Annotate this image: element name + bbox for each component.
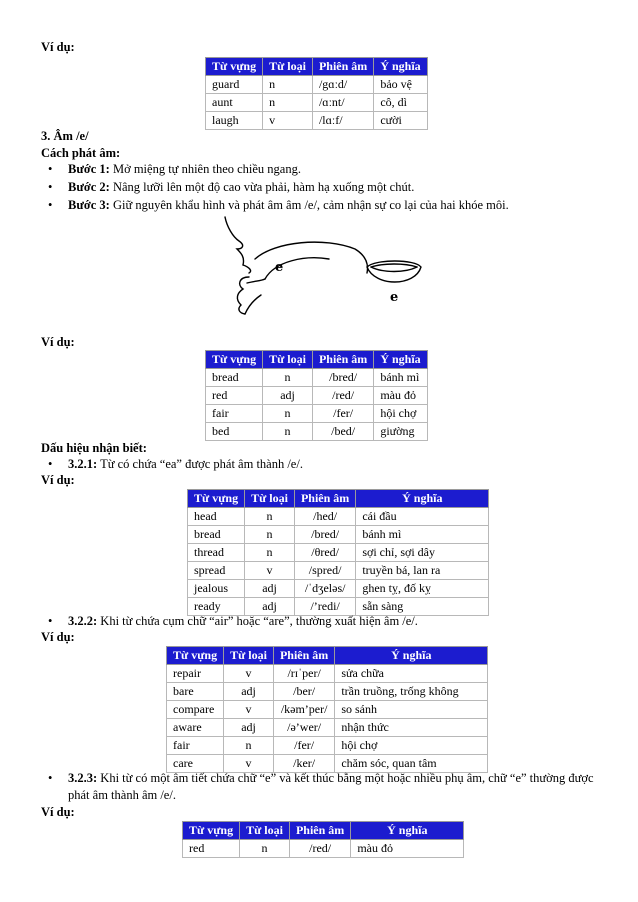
vocab-table-1 <box>205 57 428 130</box>
bullet-icon: • <box>48 771 53 785</box>
table-cell: v <box>263 112 313 130</box>
table-cell: jealous <box>188 580 245 598</box>
table-cell: /ˈdʒeləs/ <box>294 580 355 598</box>
column-header: Từ loại <box>240 822 290 840</box>
table-header-row <box>206 351 428 369</box>
table-cell: bánh mì <box>356 526 489 544</box>
bullet-icon: • <box>48 180 53 194</box>
column-header: Từ vựng <box>167 647 224 665</box>
column-header: Từ vựng <box>206 58 263 76</box>
table-cell: bread <box>206 369 263 387</box>
column-header: Phiên âm <box>273 647 334 665</box>
table-cell: /spred/ <box>294 562 355 580</box>
vocab-table-5 <box>182 821 464 858</box>
step-2-key: Bước 2: <box>68 180 110 194</box>
howto-heading: Cách phát âm: <box>41 146 121 160</box>
table-cell: so sánh <box>335 701 488 719</box>
column-header: Ý nghĩa <box>374 58 427 76</box>
table-row <box>188 526 489 544</box>
column-header: Phiên âm <box>294 490 355 508</box>
figure-letter-side: e <box>275 260 284 275</box>
rule-2-text: Khi từ chứa cụm chữ “air” hoặc “are”, thường xuất hiện âm /e/. <box>97 614 418 628</box>
table-cell: n <box>263 76 313 94</box>
table-row <box>167 719 488 737</box>
table-cell: màu đỏ <box>351 840 464 858</box>
table-cell: adj <box>224 719 274 737</box>
table-cell: sẵn sàng <box>356 598 489 616</box>
table-row <box>167 701 488 719</box>
table-cell: n <box>263 405 313 423</box>
table-cell: spread <box>188 562 245 580</box>
mouth-illustration <box>215 215 430 315</box>
table-cell: adj <box>263 387 313 405</box>
table-header-row <box>167 647 488 665</box>
table-cell: /red/ <box>289 840 350 858</box>
table-cell: fair <box>167 737 224 755</box>
example-label-2: Ví dụ: <box>41 335 75 349</box>
table-cell: repair <box>167 665 224 683</box>
column-header: Ý nghĩa <box>335 647 488 665</box>
table-cell: v <box>224 755 274 773</box>
table-cell: n <box>263 94 313 112</box>
table-cell: /gɑːd/ <box>312 76 373 94</box>
step-2-text: Nâng lưỡi lên một độ cao vừa phải, hàm hạ xuống một chút. <box>109 180 415 194</box>
signs-heading: Dấu hiệu nhận biết: <box>41 441 147 455</box>
table-cell: /red/ <box>312 387 373 405</box>
table-cell: bảo vệ <box>374 76 427 94</box>
example-label-5: Ví dụ: <box>41 805 75 819</box>
table-cell: n <box>263 423 313 441</box>
table-row <box>167 665 488 683</box>
table-cell: aware <box>167 719 224 737</box>
table-cell: laugh <box>206 112 263 130</box>
table-row <box>167 683 488 701</box>
column-header: Từ loại <box>263 351 313 369</box>
table-cell: /kəm’per/ <box>273 701 334 719</box>
column-header: Từ vựng <box>188 490 245 508</box>
column-header: Từ vựng <box>206 351 263 369</box>
table-row <box>206 112 428 130</box>
table-cell: /bred/ <box>312 369 373 387</box>
table-cell: hội chợ <box>374 405 427 423</box>
table-cell: thread <box>188 544 245 562</box>
table-cell: sợi chỉ, sợi dây <box>356 544 489 562</box>
table-header-row <box>206 58 428 76</box>
table-cell: adj <box>224 683 274 701</box>
bullet-icon: • <box>48 162 53 176</box>
table-cell: /hed/ <box>294 508 355 526</box>
rule-3-text: Khi từ có một âm tiết chứa chữ “e” và kết thúc bằng một hoặc nhiều phụ âm, chữ “e” thường được phát âm thành âm /e/. <box>68 771 594 802</box>
column-header: Ý nghĩa <box>351 822 464 840</box>
table-cell: /rɪˈper/ <box>273 665 334 683</box>
rule-2-key: 3.2.2: <box>68 614 98 628</box>
table-cell: guard <box>206 76 263 94</box>
table-row <box>206 76 428 94</box>
table-cell: /fer/ <box>273 737 334 755</box>
table-cell: màu đỏ <box>374 387 427 405</box>
bullet-icon: • <box>48 198 53 212</box>
table-cell: hội chợ <box>335 737 488 755</box>
table-cell: n <box>245 544 295 562</box>
table-row <box>206 94 428 112</box>
step-3-key: Bước 3: <box>68 198 110 212</box>
table-cell: head <box>188 508 245 526</box>
step-1-key: Bước 1: <box>68 162 110 176</box>
table-row <box>188 544 489 562</box>
section-title: 3. Âm /e/ <box>41 129 89 143</box>
table-cell: bed <box>206 423 263 441</box>
table-cell: red <box>206 387 263 405</box>
table-row <box>206 369 428 387</box>
table-cell: nhận thức <box>335 719 488 737</box>
table-cell: v <box>224 701 274 719</box>
table-cell: bánh mì <box>374 369 427 387</box>
table-cell: /ə’wer/ <box>273 719 334 737</box>
table-cell: adj <box>245 580 295 598</box>
table-cell: care <box>167 755 224 773</box>
example-label-3: Ví dụ: <box>41 473 75 487</box>
table-cell: truyền bá, lan ra <box>356 562 489 580</box>
example-label-1: Ví dụ: <box>41 40 75 54</box>
table-cell: n <box>240 840 290 858</box>
column-header: Từ loại <box>245 490 295 508</box>
table-cell: compare <box>167 701 224 719</box>
table-cell: red <box>183 840 240 858</box>
column-header: Từ loại <box>263 58 313 76</box>
column-header: Phiên âm <box>289 822 350 840</box>
table-cell: cái đầu <box>356 508 489 526</box>
table-cell: /bed/ <box>312 423 373 441</box>
table-header-row <box>188 490 489 508</box>
step-3-text: Giữ nguyên khẩu hình và phát âm âm /e/, cảm nhận sự co lại của hai khóe môi. <box>109 198 509 212</box>
vocab-table-2 <box>205 350 428 441</box>
table-row <box>188 508 489 526</box>
table-cell: ghen tỵ, đố kỵ <box>356 580 489 598</box>
table-cell: bare <box>167 683 224 701</box>
step-1-text: Mở miệng tự nhiên theo chiều ngang. <box>109 162 301 176</box>
table-row <box>183 840 464 858</box>
column-header: Ý nghĩa <box>356 490 489 508</box>
table-cell: /bred/ <box>294 526 355 544</box>
rule-1-key: 3.2.1: <box>68 457 98 471</box>
table-row <box>206 423 428 441</box>
table-cell: n <box>245 508 295 526</box>
table-row <box>206 405 428 423</box>
table-cell: sửa chữa <box>335 665 488 683</box>
bullet-icon: • <box>48 457 53 471</box>
table-cell: n <box>263 369 313 387</box>
table-cell: ready <box>188 598 245 616</box>
table-cell: n <box>224 737 274 755</box>
table-cell: chăm sóc, quan tâm <box>335 755 488 773</box>
table-cell: bread <box>188 526 245 544</box>
table-cell: /’redi/ <box>294 598 355 616</box>
table-cell: trần truồng, trống không <box>335 683 488 701</box>
column-header: Từ loại <box>224 647 274 665</box>
table-cell: aunt <box>206 94 263 112</box>
table-cell: giường <box>374 423 427 441</box>
rule-3-key: 3.2.3: <box>68 771 98 785</box>
table-cell: /ɑːnt/ <box>312 94 373 112</box>
table-header-row <box>183 822 464 840</box>
table-row <box>167 737 488 755</box>
column-header: Phiên âm <box>312 351 373 369</box>
table-cell: v <box>245 562 295 580</box>
bullet-icon: • <box>48 614 53 628</box>
column-header: Phiên âm <box>312 58 373 76</box>
table-cell: /ker/ <box>273 755 334 773</box>
table-cell: /fer/ <box>312 405 373 423</box>
table-cell: adj <box>245 598 295 616</box>
example-label-4: Ví dụ: <box>41 630 75 644</box>
table-row <box>188 580 489 598</box>
column-header: Ý nghĩa <box>374 351 427 369</box>
table-cell: fair <box>206 405 263 423</box>
table-cell: cô, dì <box>374 94 427 112</box>
column-header: Từ vựng <box>183 822 240 840</box>
rule-1-text: Từ có chứa “ea” được phát âm thành /e/. <box>97 457 303 471</box>
vocab-table-3 <box>187 489 489 616</box>
table-cell: /lɑːf/ <box>312 112 373 130</box>
table-cell: /θred/ <box>294 544 355 562</box>
table-cell: /ber/ <box>273 683 334 701</box>
vocab-table-4 <box>166 646 488 773</box>
table-cell: n <box>245 526 295 544</box>
table-row <box>206 387 428 405</box>
table-row <box>188 562 489 580</box>
figure-letter-front: e <box>390 290 399 305</box>
table-cell: cười <box>374 112 427 130</box>
table-cell: v <box>224 665 274 683</box>
